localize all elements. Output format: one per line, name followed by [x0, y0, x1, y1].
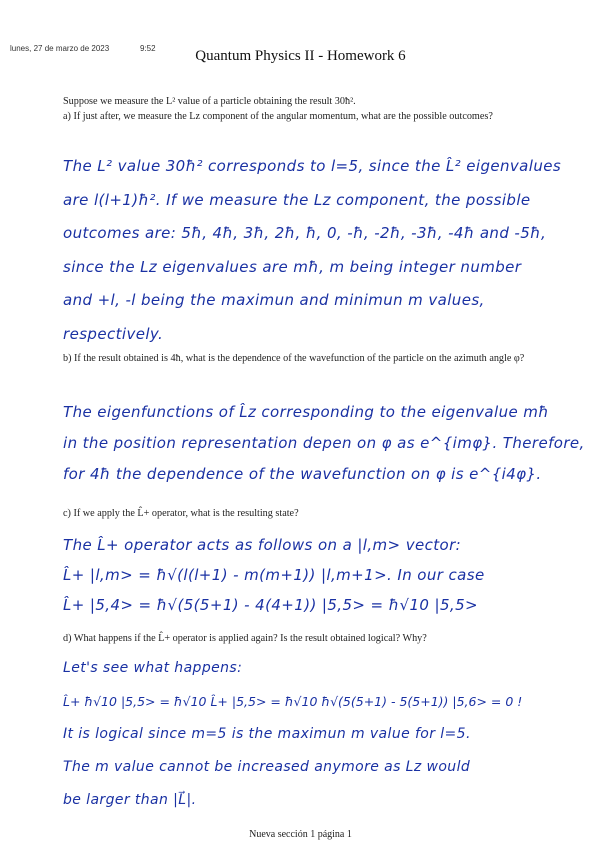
answer-b [63, 397, 583, 490]
answer-line: since the Lz eigenvalues are mħ, m being integer number [63, 257, 522, 276]
answer-line: L̂+ ħ√10 |5,5> = ħ√10 L̂+ |5,5> = ħ√10 ħ√(5(5+1) - 5(5+1)) |5,6> = 0 ! [63, 694, 523, 709]
answer-line: It is logical since m=5 is the maximun m value for l=5. [63, 726, 471, 742]
question-a: a) If just after, we measure the Lz component of the angular momentum, what are the possible outcomes? [63, 111, 493, 122]
page-footer: Nueva sección 1 página 1 [249, 829, 352, 840]
answer-d [63, 652, 583, 817]
page-title: Quantum Physics II - Homework 6 [195, 48, 406, 64]
page-date: lunes, 27 de marzo de 2023 [10, 44, 110, 53]
answer-line: are l(l+1)ħ². If we measure the Lz component, the possible [63, 190, 531, 209]
question-c: c) If we apply the L̂+ operator, what is the resulting state? [63, 508, 299, 519]
answer-line: outcomes are: 5ħ, 4ħ, 3ħ, 2ħ, ħ, 0, -ħ, -2ħ, -3ħ, -4ħ and -5ħ, [63, 224, 547, 242]
answer-line: Let's see what happens: [63, 660, 243, 676]
answer-c [63, 530, 583, 620]
page-time: 9:52 [140, 44, 156, 53]
question-b: b) If the result obtained is 4ħ, what is the dependence of the wavefunction of the particle on the azimuth angle φ? [63, 353, 525, 364]
answer-a [63, 150, 583, 351]
answer-line: L̂+ |l,m> = ħ√(l(l+1) - m(m+1)) |l,m+1>. In our case [63, 566, 485, 584]
answer-line: for 4ħ the dependence of the wavefunction on φ is e^{i4φ}. [63, 465, 542, 483]
answer-line: The L² value 30ħ² corresponds to l=5, since the L̂² eigenvalues [63, 157, 562, 175]
question-d: d) What happens if the L̂+ operator is applied again? Is the result obtained logical? Why? [63, 633, 427, 644]
intro-text: Suppose we measure the L² value of a particle obtaining the result 30ħ². [63, 96, 356, 107]
answer-line: be larger than |L⃗|. [63, 792, 197, 808]
answer-line: The L̂+ operator acts as follows on a |l,m> vector: [63, 536, 462, 554]
answer-line: The m value cannot be increased anymore as Lz would [63, 759, 471, 775]
answer-line: L̂+ |5,4> = ħ√(5(5+1) - 4(4+1)) |5,5> = ħ√10 |5,5> [63, 596, 478, 614]
answer-line: and +l, -l being the maximun and minimun m values, [63, 291, 485, 309]
answer-line: in the position representation depen on φ as e^{imφ}. Therefore, [63, 434, 585, 452]
answer-line: The eigenfunctions of L̂z corresponding to the eigenvalue mħ [63, 403, 550, 421]
answer-line: respectively. [63, 324, 164, 343]
